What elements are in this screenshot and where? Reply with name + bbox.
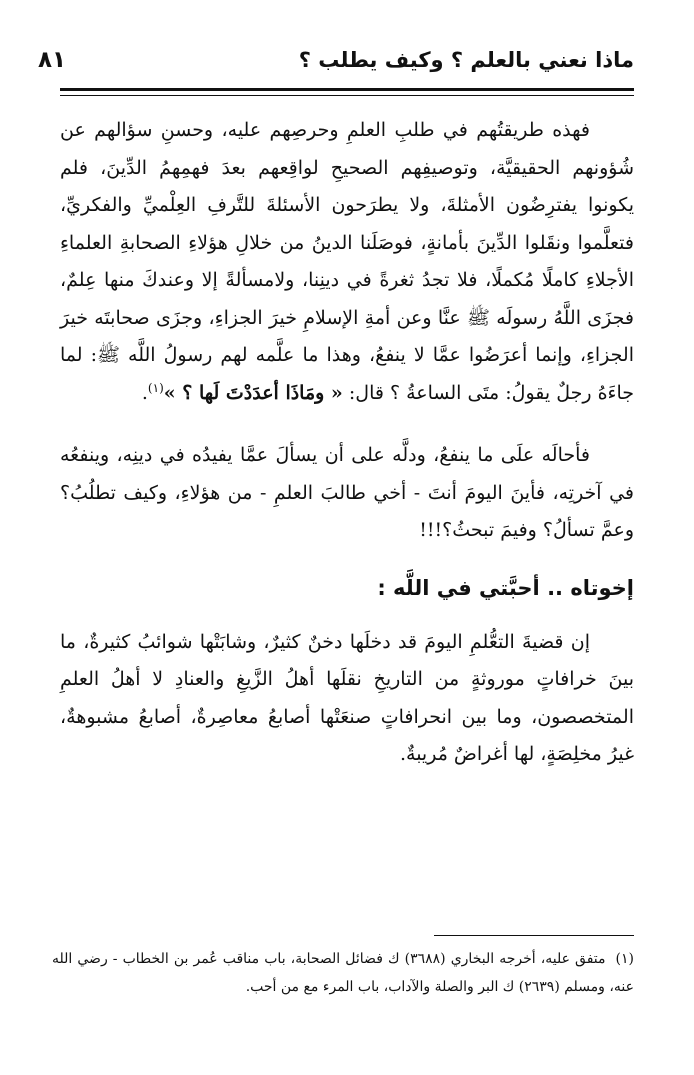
paragraph-1-text: فهذه طريقتُهم في طلبِ العلمِ وحرصِهم عليه، وحسنِ سؤالهم عن شُؤونهم الحقيقيَّة، وتوصيفِهم الصحيحِ لواقِعهم بعدَ فهمِهمُ الدِّينَ، فلم يكونوا يفترِضُون الأمثلةَ، ولا يطرَحون الأسئلةَ للتَّرفِ العِلْميِّ والفكريِّ، فتعلَّموا ونقَلوا الدِّينَ بأمانةٍ، فوصَلَنا الدينُ من خلالِ هؤلاءِ الصحابةِ العلماءِ الأجلاءِ كاملًا مُكملًا، فلا تجدُ ثغرةً في دينِنا، ولامسألةً إلا وعندكَ منها عِلمٌ، فجزَى اللَّهُ رسولَه ﷺ عنَّا وعن أمةِ الإسلامِ خيرَ الجزاءِ، وجزَى صحابتَه خيرَ الجزاءِ، وإنما أعرَضُوا عمَّا لا ينفعُ، وهذا ما علَّمه لهم رسولُ اللَّه ﷺ: لما جاءَهُ رجلٌ يقولُ: متَى الساعةُ ؟ قال: <box>60 119 634 404</box>
footnote-reference: (١) <box>147 380 164 395</box>
header-rule-thin <box>60 95 634 96</box>
paragraph-2: فأحالَه علَى ما ينفعُ، ودلَّه على أن يسألَ عمَّا يفيدُه في دينِه، وينفعُه في آخرتِه، فأينَ اليومَ أنتَ - أخي طالبَ العلمِ - من هؤلاءِ، وكيف تطلُبُ؟ وعمَّ تسألُ؟ وفيمَ تبحثُ؟!!! <box>60 444 634 541</box>
footnote-1 <box>52 945 634 1001</box>
footnote-separator <box>434 935 634 936</box>
page-number: ٨١ <box>38 47 67 73</box>
running-title: ماذا نعني بالعلم ؟ وكيف يطلب ؟ <box>298 48 634 72</box>
footnote-marker: (١) <box>615 951 634 967</box>
header-rule-thick <box>60 88 634 91</box>
hadith-quote: « ومَاذَا أعدَدْتَ لَها ؟ » <box>163 381 343 404</box>
paragraph-3: إن قضيةَ التعُّلمِ اليومَ قد دخلَها دخنٌ كثيرٌ، وشابَتْها شوائبُ كثيرةٌ، ما بينَ خرافاتٍ موروثةٍ من التاريخِ نقلَها أهلُ الزَّيغِ والعنادِ لا أهلُ العلمِ المتخصصون، وما بين انحرافاتٍ صنعَتْها أصابعُ معاصِرةٌ، أصابعُ مشبوهةٌ، غيرُ مخلِصَةٍ، لها أغراضٌ مُريبةٌ. <box>60 630 634 765</box>
paragraph-1 <box>60 112 634 412</box>
main-text <box>60 112 634 774</box>
paragraph-1-end: . <box>141 381 148 404</box>
footnote-text: متفق عليه، أخرجه البخاري (٣٦٨٨) ك فضائل الصحابة، باب مناقب عُمر بن الخطاب - رضي الله عنه، ومسلم (٢٦٣٩) ك البر والصلة والآداب، باب المرء مع من أحب. <box>52 951 634 995</box>
running-header <box>38 40 634 80</box>
section-heading: إخوتاه .. أحبَّتي في اللَّه : <box>377 575 634 600</box>
